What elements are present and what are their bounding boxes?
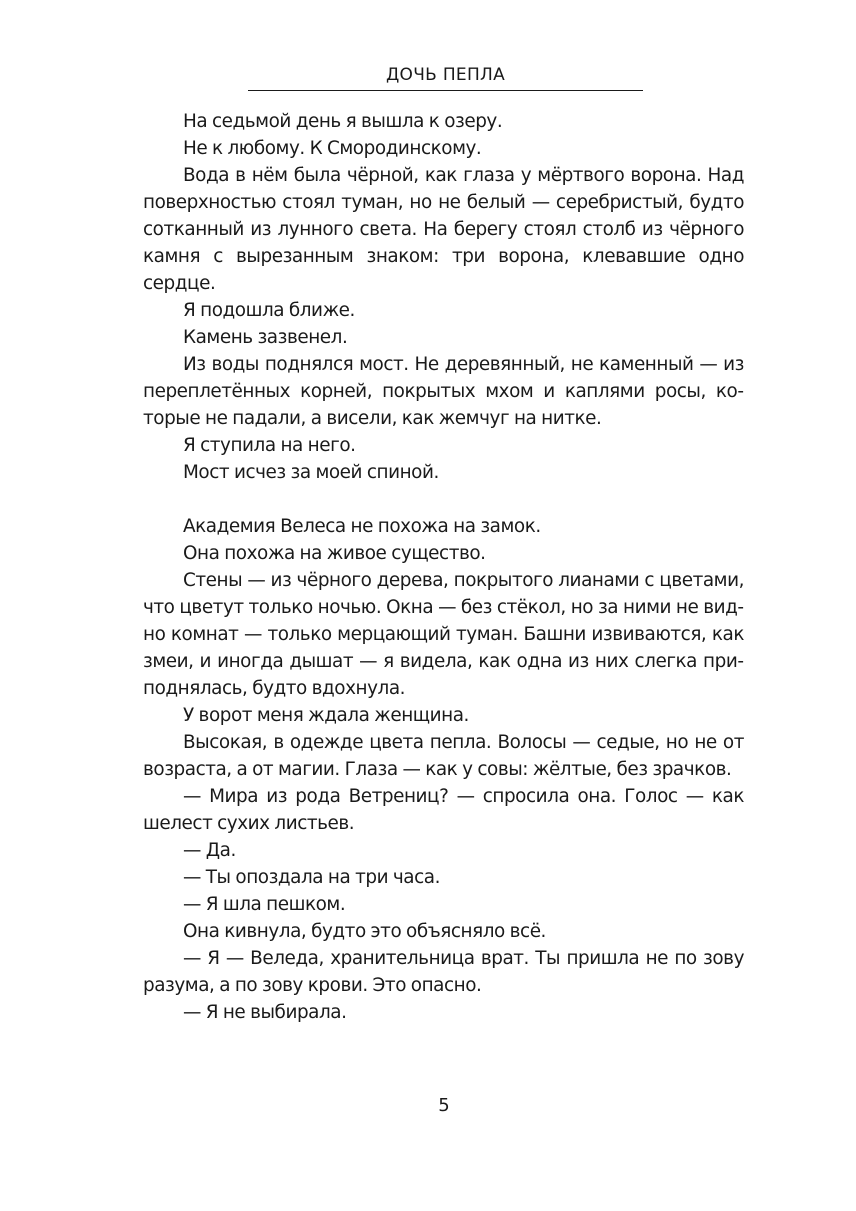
running-header: ДОЧЬ ПЕПЛА [248, 64, 643, 91]
paragraph: Камень зазвенел. [183, 327, 348, 348]
paragraph: — Мира из рода Ветрениц? — спросила она. Голос — как шелест сухих листьев. [143, 786, 744, 834]
body-text [143, 108, 744, 1026]
paragraph: — Я — Веледа, хранительница врат. Ты пришла не по зову разума, а по зову крови. Это опасно. [143, 948, 744, 996]
paragraph: Мост исчез за моей спиной. [183, 462, 439, 483]
paragraph: Я подошла ближе. [183, 300, 355, 321]
paragraph: Она кивнула, будто это объясняло всё. [183, 921, 546, 942]
section-2 [143, 513, 744, 1026]
paragraph: Я ступила на него. [183, 435, 356, 456]
section-1 [143, 108, 744, 486]
paragraph: — Ты опоздала на три часа. [183, 867, 440, 888]
paragraph: — Да. [183, 840, 236, 861]
paragraph: Высокая, в одежде цвета пепла. Волосы — седые, но не от возраста, а от магии. Глаза — как у совы: жёлтые, без зрачков. [143, 732, 744, 780]
page-number: 5 [438, 1095, 450, 1116]
paragraph: Из воды поднялся мост. Не деревянный, не каменный — из переплетённых корней, покрытых мхом и каплями росы, которые не падали, а висели, как жемчуг на нитке. [143, 354, 744, 429]
paragraph: Вода в нём была чёрной, как глаза у мёртвого ворона. Над поверхностью стоял туман, но не белый — серебристый, будто сотканный из лунного света. На берегу стоял столб из чёрного камня с вырезанным знаком: три ворона, клевавшие одно сердце. [143, 165, 744, 294]
section-break [143, 486, 744, 513]
paragraph: Академия Велеса не похожа на замок. [183, 516, 541, 537]
paragraph: Стены — из чёрного дерева, покрытого лианами с цветами, что цветут только ночью. Окна — без стёкол, но за ними не видно комнат — только мерцающий туман. Башни извиваются, как змеи, и иногда дышат — я видела, как одна из них слегка приподнялась, будто вдохнула. [143, 570, 744, 699]
paragraph: Не к любому. К Смородинскому. [183, 138, 482, 159]
paragraph: — Я не выбирала. [183, 1002, 347, 1023]
paragraph: Она похожа на живое существо. [183, 543, 486, 564]
paragraph: У ворот меня ждала женщина. [183, 705, 469, 726]
paragraph: — Я шла пешком. [183, 894, 346, 915]
paragraph: На седьмой день я вышла к озеру. [183, 111, 503, 132]
